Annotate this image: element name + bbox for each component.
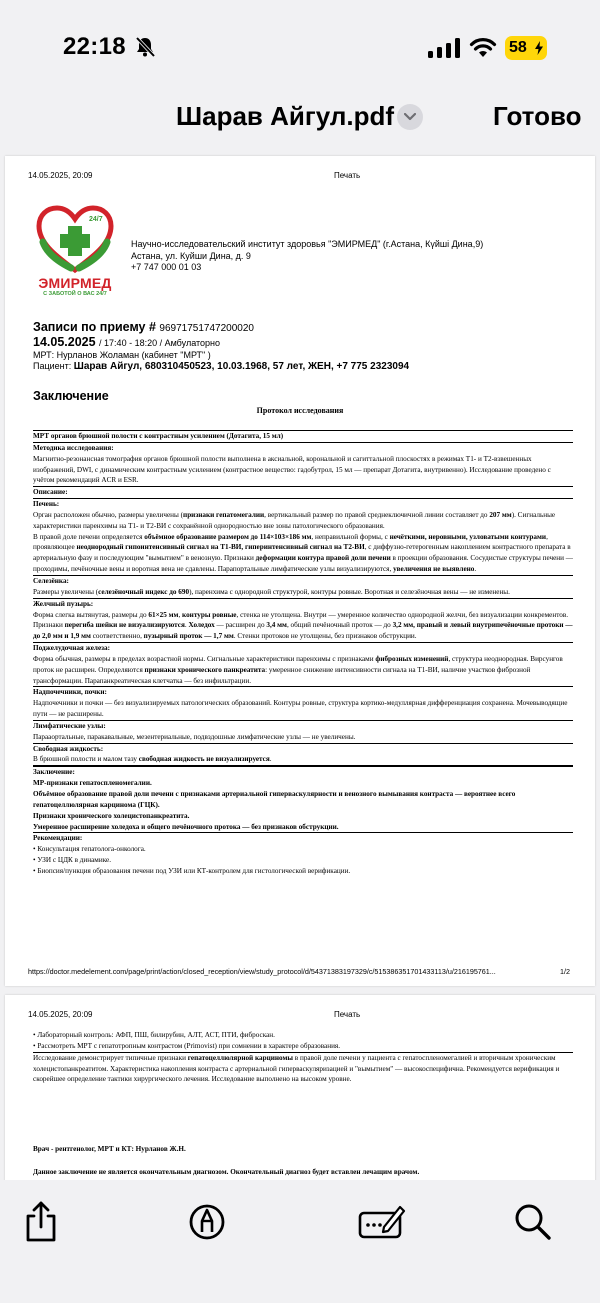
print-date: 14.05.2025, 20:09	[28, 171, 93, 180]
recommendation-item: • УЗИ с ЦДК в динамике.	[33, 856, 111, 865]
disclaimer: Данное заключение не является окончательным диагнозом. Окончательный диагноз будет вставлен лечащим врачом.	[33, 1168, 420, 1176]
chevron-down-icon	[404, 113, 416, 121]
bottom-toolbar	[0, 1180, 600, 1303]
doctor-signature-line: Врач - рентгенолог, МРТ и КТ: Нурланов Ж.Н.	[33, 1145, 186, 1153]
protocol-body	[33, 430, 573, 877]
lymph-text: Парааортальные, паракавальные, мезентериальные, подвздошные лимфатические узлы — не увеличены.	[33, 732, 356, 741]
pancreas-heading: Поджелудочная железа:	[33, 642, 573, 654]
gallbladder-heading: Желчный пузырь:	[33, 598, 573, 610]
summary-text: Исследование демонстрирует типичные признаки гепатоцеллюлярной карциномы в правой доле печени у пациента с гепатоспленомегалией и вторичным хроническим холецистопанкреатитом. Характеристика накопления контраста с артериальной гиперваскуляризацией и "вымытием" — высокоспецифична. Рекомендуется верификация и скорейшее определение тактики хирургического лечения. Исследование выполнено на высоком уровне.	[33, 1053, 560, 1084]
wifi-icon	[469, 37, 497, 59]
battery-indicator	[505, 36, 547, 60]
kidneys-heading: Надпочечники, почки:	[33, 686, 573, 698]
spleen-text: Размеры увеличены (селезёночный индекс до 690), паренхима с однородной структурой, контуры ровные. Воротная и селезёночная вены — не изменены.	[33, 587, 510, 596]
logo-badge: 24/7	[89, 216, 103, 223]
record-mri: МРТ: Нурланов Жоламан (кабинет "МРТ" )	[33, 350, 211, 360]
method-heading: Методика исследования:	[33, 442, 573, 454]
recommendations-heading: Рекомендации:	[33, 834, 83, 843]
status-time: 22:18	[63, 33, 126, 60]
method-text: Магнитно-резонансная томография органов брюшной полости выполнена в аксиальной, корональной и сагиттальной плоскостях в режимах Т1- и Т2-взвешенных изображений, DWI, с динамическим контрастным усилением (контрастное вещество: гадобутрол, 15 мл — препарат Дотагита, внутривенно). Исследование проведено с учётом рекомендаций ACR и ESR.	[33, 454, 551, 485]
bell-slash-icon	[134, 36, 156, 58]
conclusion-heading: Заключение	[33, 389, 109, 403]
kidneys-text: Надпочечники и почки — без визуализируемых патологических образований. Контуры ровные, структура кортико-медуллярная дифференциация сохранена. Мочевыводящие пути — не расширены.	[33, 699, 568, 719]
final-conclusion-line: Умеренное расширение холедоха и общего печёночного протока — без признаков обструкции.	[33, 822, 573, 834]
spleen-heading: Селезёнка:	[33, 575, 573, 587]
emirmed-logo-icon	[33, 204, 117, 276]
study-title: МРТ органов брюшной полости с контрастным усилением (Дотагита, 15 мл)	[33, 430, 573, 442]
record-patient: Пациент: Шарав Айгул, 680310450523, 10.03.1968, 57 лет, ЖЕН, +7 775 2323094	[33, 361, 410, 372]
pdf-page-2	[5, 995, 595, 1185]
liver-text: Орган расположен обычно, размеры увеличены (признаки гепатомегалии, вертикальный размер по правой среднеключичной линии составляет до 207 мм). Сигнальные характеристики паренхимы на Т1- и Т2-ВИ с сохранённой однородностью вне зоны патологического образования. В правой доле печени определяется объёмное образование размером до 114×103×186 мм, неправильной формы, с нечёткими, неровными, узловатыми контурами, проявляющее неоднородный гипоинтенсивный сигнал на Т1-ВИ, гиперинтенсивный сигнал на Т2-ВИ, с диффузно-гетерогенным накоплением контрастного препарата в артериальную фазу и последующим "вымытием" в венозную. Признаки деформации контура правой доли печени в проекции образования. Сосудистые структуры печени — проходимы, печёночные вены и воротная вена не сдавлены. Парапортальные лимфатические узлы визуализируются, увеличения не выявлено.	[33, 510, 573, 574]
final-conclusion-line: Объёмное образование правой доли печени с признаками артериальной гиперваскулярности и венозного вымывания контраста — вероятнее всего гепатоцеллюлярная карцинома (ГЦК).	[33, 790, 516, 809]
done-button[interactable]: Готово	[493, 101, 582, 131]
footer-url: https://doctor.medelement.com/page/print/action/closed_reception/view/study_protocol/d/54371383197329/c/515386351701433113/u/216195761...	[28, 967, 496, 976]
charging-bolt-icon	[535, 41, 543, 55]
pancreas-text: Форма обычная, размеры в пределах возрастной нормы. Сигнальные характеристики паренхимы с признаками фиброзных изменений, структура неоднородная. Вирсунгов проток не расширен. Определяются признаки хронического панкреатита: умеренное снижение интенсивности сигнала на Т1-ВИ, наличие участков фиброзной трансформации. Парапанкреатическая клетчатка — без инфильтрации.	[33, 654, 563, 685]
nav-bar	[0, 92, 600, 148]
record-title: Записи по приему # 96971751747200020	[33, 320, 254, 334]
logo-name: ЭМИРМЕД	[38, 275, 112, 291]
gallbladder-text: Форма слегка вытянутая, размеры до 61×25 мм, контуры ровные, стенка не утолщена. Внутри — умеренное количество однородной желчи, без визуализации конкрементов. Признаки перегиба шейки не визуализируются. Холедох — расширен до 3,4 мм, общий печёночный проток — до 3,2 мм, правый и левый внутрипечёночные протоки — до 2,0 мм и 1,9 мм соответственно, пузырный проток — 1,7 мм. Стенки протоков не утолщены, без признаков обструкции.	[33, 610, 573, 641]
print-label: Печать	[334, 171, 361, 180]
record-time: / 17:40 - 18:20 / Амбулаторно	[99, 338, 221, 348]
print-date: 14.05.2025, 20:09	[28, 1010, 93, 1019]
fluid-heading: Свободная жидкость:	[33, 743, 573, 755]
protocol-title: Протокол исследования	[256, 406, 344, 415]
share-icon[interactable]	[16, 1197, 66, 1247]
final-conclusion-line: Признаки хронического холецистопанкреатита.	[33, 811, 190, 820]
markup-pen-icon[interactable]	[182, 1197, 232, 1247]
recommendation-item: • Биопсия/пункция образования печени под УЗИ или КТ-контролем для гистологической верификации.	[33, 866, 351, 875]
description-heading: Описание:	[33, 486, 573, 498]
logo-tagline: С ЗАБОТОЙ О ВАС 24/7	[43, 291, 107, 297]
record-date: 14.05.2025 / 17:40 - 18:20 / Амбулаторно	[33, 335, 221, 349]
liver-heading: Печень:	[33, 498, 573, 510]
recommendation-item: • Рассмотреть МРТ с гепатотропным контрастом (Primovist) при сомнении в характере образования.	[33, 1041, 573, 1053]
status-bar	[0, 0, 600, 92]
battery-level: 58	[509, 39, 527, 56]
document-title[interactable]: Шарав Айгул.pdf	[176, 101, 395, 131]
final-conclusion-line: МР-признаки гепатоспленомегалии.	[33, 779, 152, 788]
recommendation-item: • Лабораторный контроль: АФП, ПШ, билирубин, АЛТ, АСТ, ПТИ, фиброскан.	[33, 1031, 275, 1039]
org-name: Научно-исследовательский институт здоровья "ЭМИРМЕД" (г.Астана, Күйші Дина,9)	[131, 239, 484, 249]
patient-details: Шарав Айгул, 680310450523, 10.03.1968, 57 лет, ЖЕН, +7 775 2323094	[73, 361, 410, 372]
print-label: Печать	[334, 1010, 361, 1019]
protocol-body-continued	[33, 1030, 573, 1085]
search-icon[interactable]	[508, 1197, 558, 1247]
signature-icon[interactable]	[356, 1197, 406, 1247]
lymph-heading: Лимфатические узлы:	[33, 720, 573, 732]
footer-page-number: 1/2	[560, 967, 570, 976]
recommendation-item: • Консультация гепатолога-онколога.	[33, 845, 146, 854]
pdf-page-1	[5, 156, 595, 986]
record-info	[33, 320, 573, 372]
cellular-signal-icon	[428, 38, 460, 58]
final-conclusion-heading: Заключение:	[33, 766, 573, 778]
title-menu-button[interactable]	[397, 104, 423, 130]
org-address: Астана, ул. Куйши Дина, д. 9	[131, 250, 251, 261]
record-number: 96971751747200020	[159, 323, 254, 334]
org-phone: +7 747 000 01 03	[131, 262, 202, 272]
fluid-text: В брюшной полости и малом тазу свободная жидкость не визуализируется.	[33, 754, 573, 766]
organization-info	[131, 239, 483, 274]
